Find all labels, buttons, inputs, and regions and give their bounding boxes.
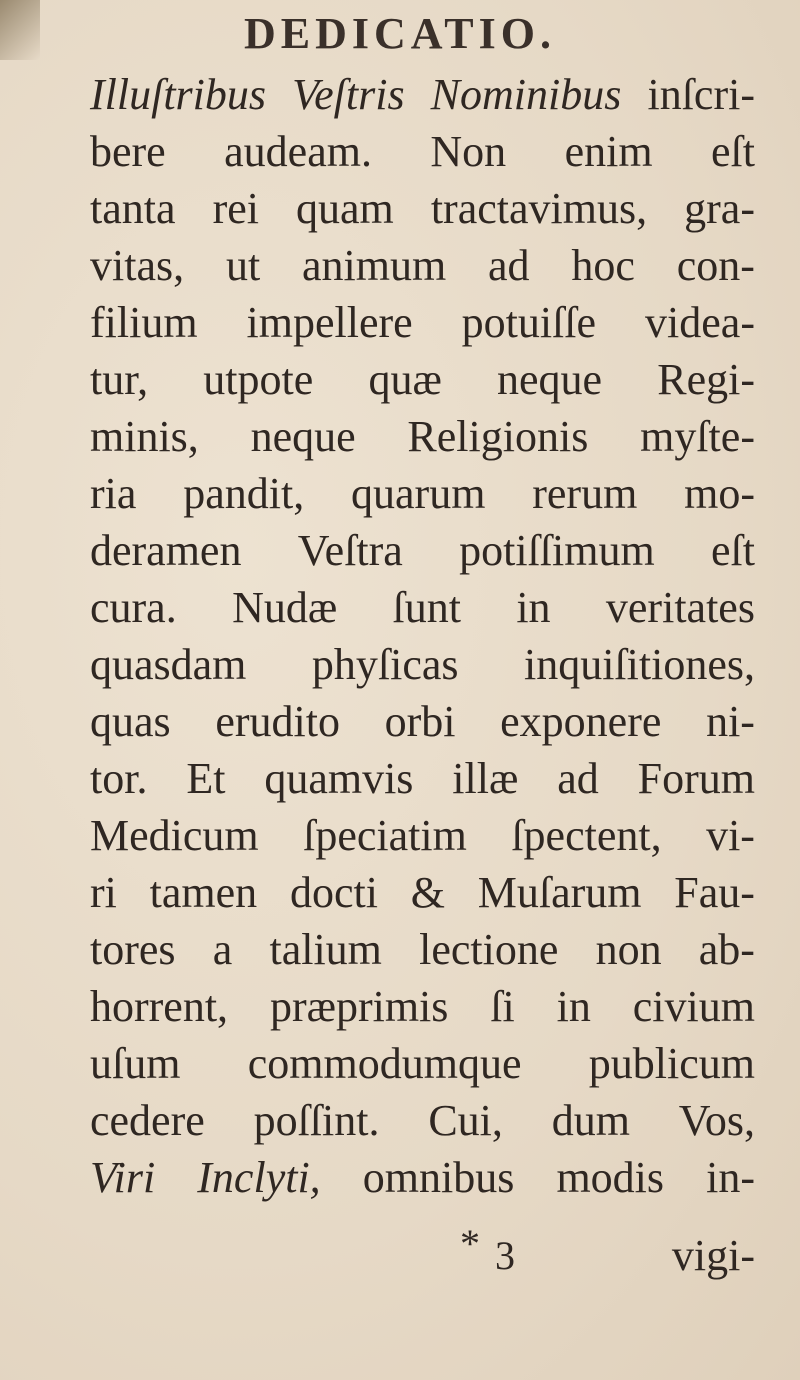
word: con- (676, 241, 755, 290)
word: præprimis (269, 982, 449, 1031)
word: ri (90, 868, 117, 917)
word: ſi (490, 982, 515, 1031)
word: mo- (684, 469, 755, 518)
word: Fau- (674, 868, 755, 917)
word: Veſtra (297, 526, 403, 575)
word: ſunt (392, 583, 461, 632)
word: Et (186, 754, 226, 803)
word: Vos, (678, 1096, 755, 1145)
word: ni- (706, 697, 755, 746)
text-line (90, 750, 755, 807)
word: animum (302, 241, 447, 290)
word: ut (225, 241, 261, 290)
text-line (90, 1092, 755, 1149)
text-line (90, 180, 755, 237)
word: rei (212, 184, 259, 233)
word: cedere (90, 1096, 205, 1145)
word: quam (296, 184, 394, 233)
word: quamvis (264, 754, 414, 803)
text-line (90, 579, 755, 636)
word: quarum (351, 469, 486, 518)
word: ſpectent, (511, 811, 662, 860)
word: Regi- (657, 355, 755, 404)
word: Non (430, 127, 507, 176)
word: in- (706, 1153, 755, 1202)
word: & (410, 868, 445, 917)
word: uſum (90, 1039, 181, 1088)
text-line (90, 66, 755, 123)
word: hoc (571, 241, 635, 290)
word: videa- (645, 298, 755, 347)
word: minis, (90, 412, 199, 461)
text-line (90, 693, 755, 750)
text-line (90, 123, 755, 180)
word: ſpeciatim (303, 811, 467, 860)
word: utpote (203, 355, 314, 404)
word: cura. (90, 583, 177, 632)
word: veritates (605, 583, 755, 632)
word: tor. (90, 754, 148, 803)
word: Cui, (428, 1096, 503, 1145)
word: erudito (215, 697, 340, 746)
word: illæ (452, 754, 519, 803)
text-line (90, 1035, 755, 1092)
text-line (90, 1149, 755, 1206)
word: quasdam (90, 640, 247, 689)
text-line (90, 351, 755, 408)
word: Muſarum (477, 868, 642, 917)
word: docti (289, 868, 378, 917)
word: quæ (368, 355, 442, 404)
text-line (90, 408, 755, 465)
word: talium (269, 925, 382, 974)
text-line (90, 978, 755, 1035)
word: neque (496, 355, 603, 404)
word: pandit, (183, 469, 305, 518)
word: in (516, 583, 551, 632)
word: tores (90, 925, 176, 974)
text-line (90, 864, 755, 921)
text-body (90, 66, 755, 1206)
word: commodumque (247, 1039, 522, 1088)
text-line (90, 237, 755, 294)
text-line (90, 807, 755, 864)
word: non (595, 925, 662, 974)
word: eſt (711, 526, 755, 575)
word: lectione (419, 925, 559, 974)
word: Nominibus (430, 70, 622, 119)
word: exponere (500, 697, 662, 746)
word: modis (556, 1153, 665, 1202)
word: Inclyti, (197, 1153, 321, 1202)
word: phyſicas (311, 640, 459, 689)
text-line (90, 921, 755, 978)
word: publicum (588, 1039, 755, 1088)
word: rerum (532, 469, 638, 518)
word: inſcri- (647, 70, 755, 119)
word: potiſſimum (459, 526, 655, 575)
word: tur, (90, 355, 149, 404)
word: Religionis (407, 412, 589, 461)
word: ria (90, 469, 137, 518)
word: gra- (684, 184, 755, 233)
signature-number: 3 (495, 1233, 515, 1278)
word: bere (90, 127, 166, 176)
word: Illuſtribus (90, 70, 267, 119)
word: filium (90, 298, 198, 347)
word: Viri (90, 1153, 156, 1202)
word: inquiſitiones, (523, 640, 755, 689)
text-line (90, 294, 755, 351)
text-line (90, 522, 755, 579)
word: orbi (384, 697, 456, 746)
page-heading: DEDICATIO. (243, 9, 556, 58)
word: tanta (90, 184, 176, 233)
catchword: vigi- (671, 1231, 755, 1280)
word: Forum (637, 754, 755, 803)
word: tractavimus, (430, 184, 648, 233)
word: ab- (698, 925, 755, 974)
word: tamen (149, 868, 258, 917)
word: in (556, 982, 591, 1031)
word: poſſint. (253, 1096, 380, 1145)
word: ad (557, 754, 599, 803)
signature-mark: * (460, 1221, 480, 1266)
word: ad (488, 241, 530, 290)
word: vi- (706, 811, 755, 860)
signature-line (90, 1218, 755, 1282)
word: vitas, (90, 241, 185, 290)
word: myſte- (640, 412, 755, 461)
word: quas (90, 697, 171, 746)
word: a (212, 925, 233, 974)
text-line (90, 636, 755, 693)
text-line (90, 465, 755, 522)
word: eſt (710, 127, 755, 176)
word: deramen (90, 526, 242, 575)
word: potuiſſe (461, 298, 597, 347)
word: Medicum (90, 811, 259, 860)
word: Veſtris (292, 70, 405, 119)
word: impellere (246, 298, 413, 347)
word: dum (551, 1096, 630, 1145)
word: omnibus (362, 1153, 515, 1202)
word: Nudæ (232, 583, 338, 632)
word: civium (632, 982, 755, 1031)
word: neque (250, 412, 356, 461)
word: enim (564, 127, 653, 176)
word: audeam. (224, 127, 372, 176)
word: horrent, (90, 982, 229, 1031)
